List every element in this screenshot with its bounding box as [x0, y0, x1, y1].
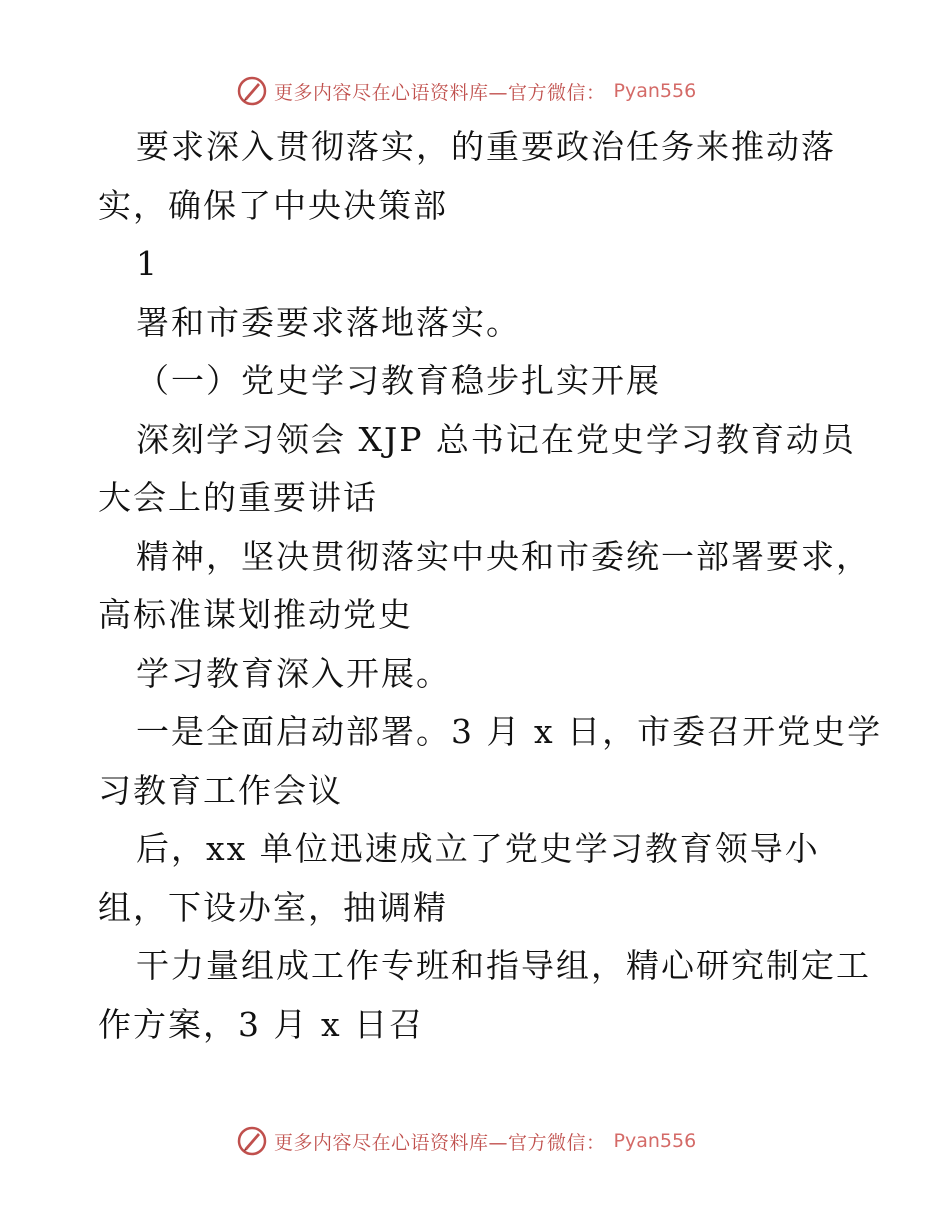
- text-line: 后，xx 单位迅速成立了党史学习教育领导小: [136, 829, 820, 868]
- watermark-text: 更多内容尽在心语资料库—官方微信：: [274, 81, 606, 104]
- text-line: 作方案，3 月 x 日召: [98, 1004, 425, 1044]
- quill-pen-seal-icon: [236, 75, 268, 107]
- header-watermark: [236, 74, 696, 108]
- text-line: 大会上的重要讲话: [98, 478, 378, 517]
- text-line: 组，下设办室，抽调精: [98, 887, 448, 927]
- text-line: 深刻学习领会 XJP 总书记在党史学习教育动员: [136, 419, 856, 459]
- text-line: 精神，坚决贯彻落实中央和市委统一部署要求，: [136, 536, 871, 576]
- watermark-text: 更多内容尽在心语资料库—官方微信：: [274, 1131, 606, 1154]
- text-line: 一是全面启动部署。3 月 x 日，市委召开党史学: [136, 712, 883, 751]
- text-line: 习教育工作会议: [98, 770, 343, 810]
- document-body: [98, 118, 883, 1054]
- text-line: （一）党史学习教育稳步扎实开展: [136, 361, 661, 400]
- quill-pen-seal-icon: [236, 1125, 268, 1157]
- footer-watermark: [236, 1124, 696, 1158]
- text-line: 干力量组成工作专班和指导组，精心研究制定工: [136, 946, 871, 985]
- watermark-wechat-id: Pyan556: [613, 80, 697, 102]
- text-line: 实，确保了中央决策部: [98, 185, 448, 225]
- text-line: 学习教育深入开展。: [136, 653, 451, 693]
- text-line: 要求深入贯彻落实，的重要政治任务来推动落: [136, 127, 836, 166]
- text-line: 1: [136, 244, 159, 283]
- text-line: 高标准谋划推动党史: [98, 595, 413, 634]
- text-line: 署和市委要求落地落实。: [136, 302, 521, 342]
- watermark-wechat-id: Pyan556: [613, 1130, 697, 1152]
